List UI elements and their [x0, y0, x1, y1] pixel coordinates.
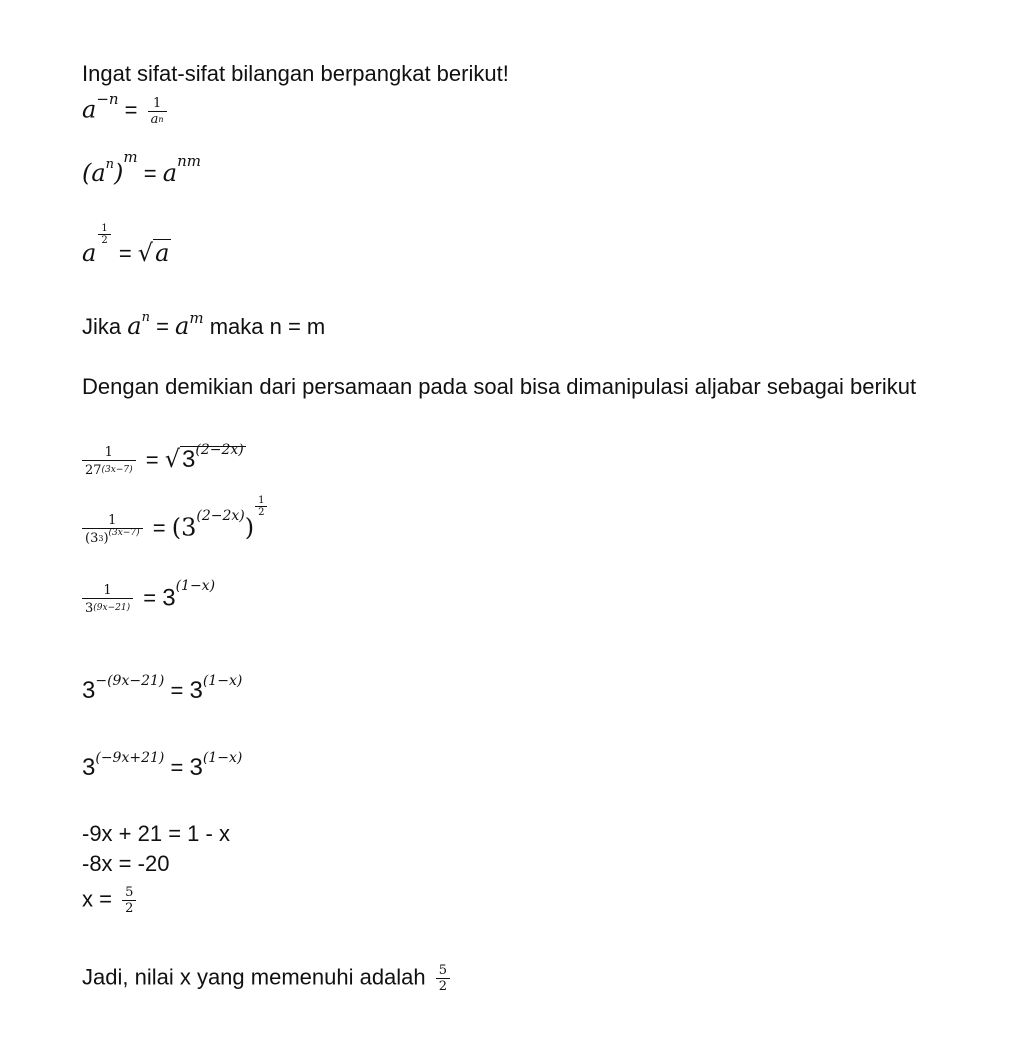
r3-base: a	[82, 239, 97, 267]
s3-eq: =	[143, 585, 157, 611]
r2-outer-exp: m	[123, 148, 138, 166]
r1-fraction	[148, 96, 167, 127]
conclusion-text: Jadi, nilai x yang memenuhi adalah	[82, 964, 426, 990]
r3-eq: =	[118, 241, 132, 266]
step-7: -8x = -20	[82, 851, 170, 876]
step-5	[82, 750, 243, 781]
s1-num: 1	[104, 445, 113, 460]
r4-rhs-base: a	[175, 312, 190, 340]
step-6: -9x + 21 = 1 - x	[82, 821, 230, 846]
r4-suffix: maka n = m	[209, 314, 326, 339]
step-3	[82, 578, 216, 616]
s2-den-inner-exp: 3	[98, 534, 104, 543]
r3-exp-den: 2	[98, 234, 110, 246]
r1-den	[148, 111, 167, 127]
step-8	[82, 885, 140, 916]
radical-icon: √	[137, 239, 154, 267]
s3-num: 1	[103, 583, 112, 598]
s1-rhs-exp: (2−2x)	[195, 442, 244, 459]
s8-num: 5	[125, 885, 134, 900]
s1-fraction	[82, 445, 136, 478]
s1-den-base: 27	[85, 463, 102, 478]
s1-sqrt	[164, 442, 246, 474]
s1-rhs-base: 3	[182, 446, 196, 474]
s8-den: 2	[122, 900, 136, 916]
s3-fraction	[82, 583, 133, 616]
s2-den-outer-exp: (3x−7)	[108, 528, 140, 538]
r3-exp-num: 1	[101, 223, 108, 234]
r2-inner-exp: n	[105, 157, 115, 172]
r2-rhs-base: a	[162, 159, 178, 187]
s3-rhs-base: 3	[162, 584, 176, 612]
s1-den-exp: (3x−7)	[101, 465, 133, 475]
r4-eq: =	[156, 314, 169, 339]
s2-rhs-exp-fraction	[255, 495, 267, 518]
s5-lhs-exp: (−9x+21)	[95, 750, 165, 766]
r4-lhs-exp: n	[141, 310, 150, 325]
s3-rhs-exp: (1−x)	[175, 578, 216, 594]
r1-den-exp: n	[158, 115, 164, 124]
r3-exp-fraction	[98, 223, 110, 246]
s4-lhs-base: 3	[82, 677, 96, 704]
r2-eq: =	[143, 161, 157, 186]
r1-den-base: a	[150, 112, 159, 127]
r2-open: (a	[82, 159, 106, 187]
s2-eq: =	[152, 515, 166, 541]
s8-lhs: x =	[82, 886, 112, 912]
r4-lhs-base: a	[127, 312, 142, 340]
s1-eq: =	[145, 447, 159, 473]
s5-rhs-base: 3	[189, 754, 203, 781]
r3-radicand: a	[155, 239, 170, 267]
r1-eq: =	[124, 97, 138, 123]
r4-prefix: Jika	[82, 314, 122, 339]
s3-den-base: 3	[85, 601, 94, 616]
r4-rhs-exp: m	[189, 309, 204, 327]
s5-lhs-base: 3	[82, 754, 96, 781]
r2-close: )	[114, 159, 124, 187]
s2-den	[82, 528, 143, 546]
s2-den-close: )	[103, 531, 109, 546]
s3-den-exp: (9x−21)	[93, 603, 131, 613]
conclusion-num: 5	[438, 963, 448, 978]
conclusion-fraction	[436, 963, 450, 994]
r1-base: a	[82, 95, 97, 124]
s2-rhs-open: (3	[171, 513, 197, 542]
s2-rhs-exp-num: 1	[258, 495, 265, 506]
s4-eq: =	[170, 678, 184, 703]
r1-num: 1	[152, 96, 162, 111]
radical-icon: √	[164, 445, 181, 474]
s4-rhs-base: 3	[189, 677, 203, 704]
conclusion	[82, 963, 454, 994]
s2-rhs-inner-exp: (2−2x)	[196, 508, 245, 524]
s4-lhs-exp: −(9x−21)	[95, 673, 165, 689]
step-2	[82, 495, 268, 546]
s3-den	[82, 598, 133, 616]
s1-den	[82, 460, 136, 478]
s4-rhs-exp: (1−x)	[202, 673, 243, 689]
s2-rhs-exp-den: 2	[255, 506, 267, 518]
rule-power-of-power	[82, 148, 201, 187]
s2-fraction	[82, 513, 143, 546]
s2-num: 1	[108, 513, 117, 528]
conclusion-den: 2	[436, 978, 450, 994]
rule-negative-exponent	[82, 90, 171, 127]
s5-rhs-exp: (1−x)	[202, 750, 243, 766]
step-4	[82, 673, 243, 704]
s8-fraction	[122, 885, 136, 916]
intro-text: Ingat sifat-sifat bilangan berpangkat berikut!	[82, 61, 509, 86]
s2-den-open: (3	[85, 531, 99, 546]
s5-eq: =	[170, 755, 184, 780]
r3-sqrt	[138, 239, 172, 267]
step-1	[82, 442, 246, 478]
transition-text: Dengan demikian dari persamaan pada soal bisa dimanipulasi aljabar sebagai berikut	[82, 374, 917, 399]
rule-fractional-exponent	[82, 223, 171, 267]
r2-rhs-exp: nm	[177, 152, 201, 170]
s1-radicand	[180, 442, 246, 474]
s2-rhs-close: )	[244, 513, 255, 542]
r1-exp: −n	[96, 90, 119, 108]
rule-equal-exponents	[82, 309, 326, 340]
